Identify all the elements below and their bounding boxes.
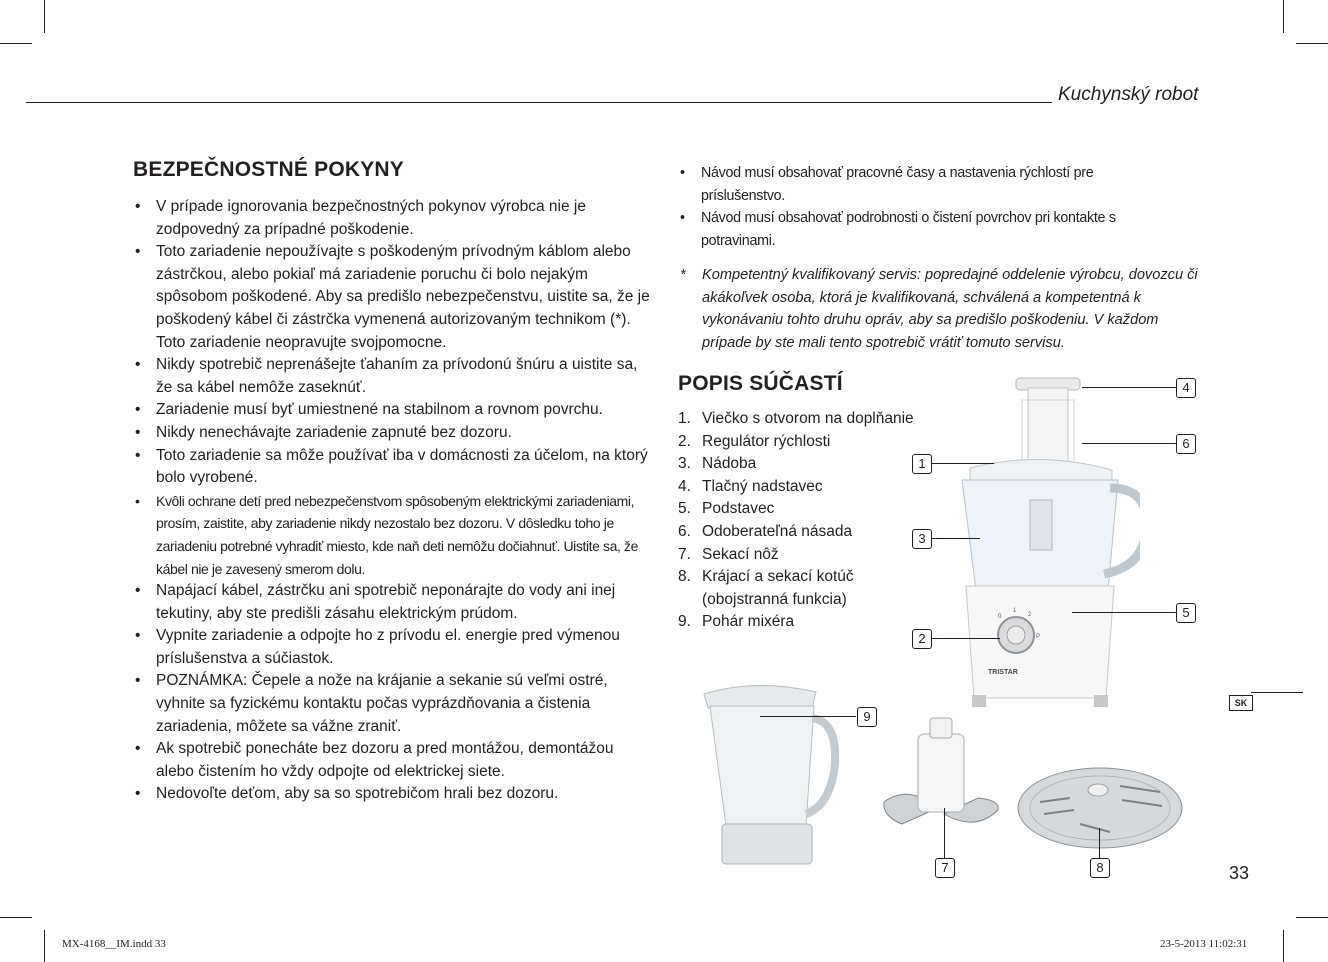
callout-4: 4 bbox=[1176, 378, 1196, 398]
dial-mark: 0 bbox=[998, 614, 1002, 620]
manual-notes-list bbox=[678, 162, 1158, 252]
blade-hub bbox=[918, 734, 964, 812]
part-item: 6. Odoberateľná násada bbox=[678, 522, 853, 540]
callout-1: 1 bbox=[912, 454, 932, 474]
leader-line bbox=[932, 638, 1000, 639]
foot bbox=[1094, 695, 1108, 707]
callout-8: 8 bbox=[1090, 858, 1110, 878]
food-processor-illustration bbox=[900, 370, 1140, 715]
blender-jug-illustration bbox=[696, 676, 846, 872]
slug-file: MX-4168__IM.indd 33 bbox=[62, 938, 166, 950]
callout-6: 6 bbox=[1176, 434, 1196, 454]
manual-note-item: • Návod musí obsahovať podrobnosti o čistení povrchov pri kontakte s potravinami. bbox=[678, 207, 1158, 252]
running-header-title: Kuchynský robot bbox=[1058, 84, 1199, 105]
slicing-disc-illustration bbox=[1010, 762, 1190, 857]
crop-mark bbox=[0, 43, 32, 44]
safety-item: • V prípade ignorovania bezpečnostných pokynov výrobca nie je zodpovedný za prípadné poškodenie. bbox=[133, 196, 655, 241]
leader-line bbox=[760, 716, 856, 717]
jug-lid bbox=[704, 685, 816, 708]
dial-mark: P bbox=[1036, 634, 1041, 640]
callout-7: 7 bbox=[935, 858, 955, 878]
manual-note-item: • Návod musí obsahovať pracovné časy a nastavenia rýchlostí pre príslušenstvo. bbox=[678, 162, 1158, 207]
safety-heading: BEZPEČNOSTNÉ POKYNY bbox=[133, 158, 405, 181]
crop-mark bbox=[1296, 43, 1328, 44]
callout-9: 9 bbox=[857, 707, 877, 727]
leader-line bbox=[1072, 612, 1176, 613]
callout-2: 2 bbox=[912, 629, 932, 649]
safety-list bbox=[133, 196, 655, 806]
safety-item: • Toto zariadenie nepoužívajte s poškodeným prívodným káblom alebo zástrčkou, alebo pokiaľ má zariadenie poruchu či bolo nejakým spôsobom poškodené. Aby sa predišlo nebezpečenstvu, uistite sa, že je poškodený kábel či zástrčka vymenená autorizovaným technikom (*). Toto zariadenie neopravujte svojpomocne. bbox=[133, 241, 655, 354]
crop-mark bbox=[44, 0, 45, 33]
crop-mark bbox=[0, 917, 32, 918]
safety-item: • Nikdy nenechávajte zariadenie zapnuté bez dozoru. bbox=[133, 422, 655, 445]
chopping-blade-illustration bbox=[878, 714, 1008, 854]
callout-5: 5 bbox=[1176, 603, 1196, 623]
language-tab: SK bbox=[1229, 695, 1253, 711]
part-item: 1. Viečko s otvorom na doplňanie bbox=[678, 410, 914, 427]
disc-hub bbox=[1088, 784, 1108, 796]
header-rule bbox=[26, 102, 1052, 103]
safety-item: • POZNÁMKA: Čepele a nože na krájanie a sekanie sú veľmi ostré, vyhnite sa fyzickému kontaktu počas vyprázdňovania a čistenia zariadenia, môžete sa vážne zraniť. bbox=[133, 670, 655, 738]
part-item: 4. Tlačný nadstavec bbox=[678, 477, 823, 495]
leader-line bbox=[932, 463, 994, 464]
brand-logo: TRISTAR bbox=[988, 669, 1018, 676]
part-item: 3. Nádoba bbox=[678, 455, 757, 473]
dial-mark: 1 bbox=[1013, 608, 1017, 614]
foot bbox=[972, 695, 986, 707]
page-number: 33 bbox=[1229, 863, 1250, 883]
part-item: 2. Regulátor rýchlosti bbox=[678, 432, 831, 450]
leader-line bbox=[1082, 387, 1176, 388]
leader-line bbox=[932, 538, 980, 539]
language-tab-rule bbox=[1251, 692, 1303, 693]
dial-mark: 2 bbox=[1028, 612, 1032, 618]
crop-mark bbox=[1296, 917, 1328, 918]
slug-timestamp: 23-5-2013 11:02:31 bbox=[1160, 938, 1248, 950]
safety-item: • Vypnite zariadenie a odpojte ho z prívodu el. energie pred výmenou príslušenstva a súčiastok. bbox=[133, 625, 655, 670]
leader-line bbox=[1099, 828, 1100, 858]
callout-3: 3 bbox=[912, 529, 932, 549]
footnote-symbol: * bbox=[680, 267, 686, 283]
crop-mark bbox=[44, 930, 45, 962]
part-item: 5. Podstavec bbox=[678, 500, 775, 518]
spindle bbox=[1030, 500, 1052, 550]
crop-mark bbox=[1283, 0, 1284, 33]
safety-item: • Ak spotrebič ponecháte bez dozoru a pred montážou, demontážou alebo čistením ho vždy odpojte od elektrickej siete. bbox=[133, 738, 655, 783]
part-item: 9. Pohár mixéra bbox=[678, 613, 795, 631]
jug-base bbox=[722, 824, 812, 864]
jug-body bbox=[710, 706, 814, 826]
footnote bbox=[678, 264, 1208, 354]
safety-item: • Nikdy spotrebič neprenášejte ťahaním za prívodonú šnúru a uistite sa, že sa kábel nemôže zaseknúť. bbox=[133, 354, 655, 399]
crop-mark bbox=[1283, 930, 1284, 962]
footnote-text: Kompetentný kvalifikovaný servis: popredajné oddelenie výrobcu, dovozcu či akákoľvek osoba, ktorá je kvalifikovaná, schválená a kompetentná k vykonávaniu tohto druhu opráv, aby sa predišlo poškodeniu. V každom prípade by ste mali tento spotrebič vrátiť tomuto servisu. bbox=[702, 267, 1198, 351]
leader-line bbox=[944, 808, 945, 858]
parts-list bbox=[678, 408, 914, 634]
safety-item: • Toto zariadenie sa môže používať iba v domácnosti za účelom, na ktorý bolo vyrobené. bbox=[133, 445, 655, 490]
parts-heading: POPIS SÚČASTÍ bbox=[678, 372, 843, 395]
safety-item: • Kvôli ochrane detí pred nebezpečenstvom spôsobeným elektrickými zariadeniami, prosím, zaistite, aby zariadenie nikdy nezostalo bez dozoru. V dôsledku toho je zariadeniu potrebné vyhradiť miesto, kde naň deti nemôžu dočiahnuť. Uistite sa, že kábel nie je zavesený smerom dolu. bbox=[133, 490, 655, 580]
leader-line bbox=[1082, 443, 1176, 444]
safety-item: • Nedovoľte deťom, aby sa so spotrebičom hrali bez dozoru. bbox=[133, 783, 655, 806]
safety-item: • Napájací kábel, zástrčku ani spotrebič neponárajte do vody ani inej tekutiny, aby ste predišli zásahu elektrickým prúdom. bbox=[133, 580, 655, 625]
base bbox=[966, 586, 1114, 698]
safety-item: • Zariadenie musí byť umiestnené na stabilnom a rovnom povrchu. bbox=[133, 399, 655, 422]
part-item: 7. Sekací nôž bbox=[678, 545, 779, 563]
disc bbox=[1018, 768, 1182, 848]
part-item: 8. Krájací a sekací kotúč (obojstranná funkcia) bbox=[678, 568, 854, 608]
